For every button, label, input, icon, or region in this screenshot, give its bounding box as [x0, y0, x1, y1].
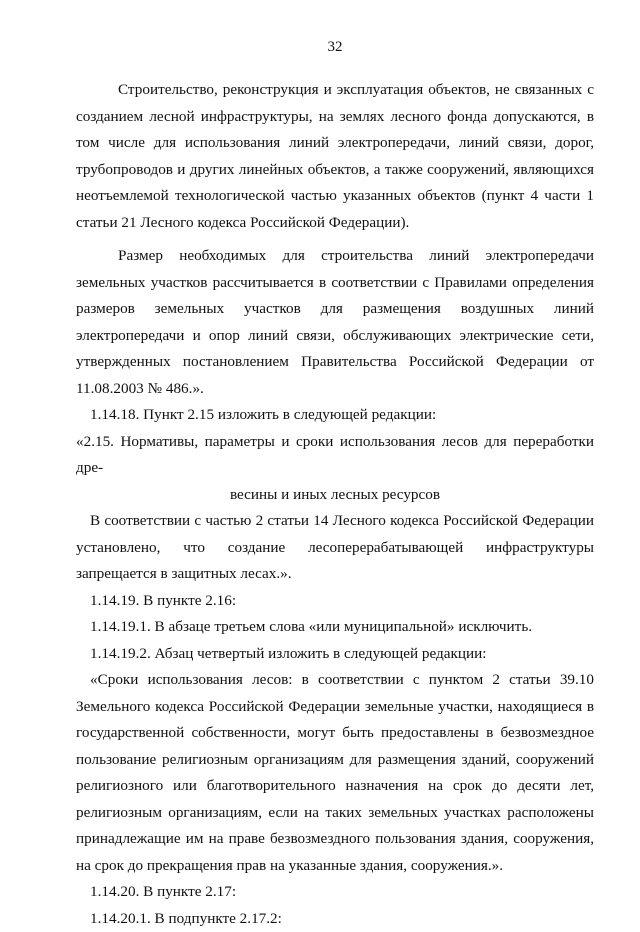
paragraph-item-1-14-20-1: 1.14.20.1. В подпункте 2.17.2:	[76, 906, 594, 932]
paragraph-item-1-14-19: 1.14.19. В пункте 2.16:	[76, 588, 594, 615]
paragraph-land-size: Размер необходимых для строительства линий электропередачи земельных участков рассчитывается в соответствии с Правилами определения размеров земельных участков для размещения воздушных линий электропередачи и опор линий связи, обслуживающих электрические сети, утвержденных постановлением Правительства Российской Федерации от 11.08.2003 № 486.».	[76, 243, 594, 402]
page-number: 32	[76, 38, 594, 56]
paragraph-item-1-14-18: 1.14.18. Пункт 2.15 изложить в следующей редакции:	[76, 402, 594, 429]
paragraph-protective-forests: В соответствии с частью 2 статьи 14 Лесного кодекса Российской Федерации установлено, что создание лесоперерабатывающей инфраструктуры запрещается в защитных лесах.».	[76, 508, 594, 588]
paragraph-item-1-14-19-1: 1.14.19.1. В абзаце третьем слова «или муниципальной» исключить.	[76, 614, 594, 641]
paragraph-usage-terms: «Сроки использования лесов: в соответствии с пунктом 2 статьи 39.10 Земельного кодекса Российской Федерации земельные участки, находящиеся в государственной собственности, могут быть предоставлены в безвозмездное пользование религиозным организациям для размещения зданий, сооружений религиозного или благотворительного назначения на срок до десяти лет, религиозным организациям, если на таких земельных участках расположены принадлежащие им на праве безвозмездного пользования здания, сооружения, на срок до прекращения прав на указанные здания, сооружения.».	[76, 667, 594, 879]
paragraph-item-1-14-20: 1.14.20. В пункте 2.17:	[76, 879, 594, 906]
section-heading-line-2: весины и иных лесных ресурсов	[76, 482, 594, 509]
paragraph-item-1-14-19-2: 1.14.19.2. Абзац четвертый изложить в следующей редакции:	[76, 641, 594, 668]
section-heading-2-15	[76, 429, 594, 509]
section-heading-line-1: «2.15. Нормативы, параметры и сроки использования лесов для переработки дре-	[76, 429, 594, 482]
document-body	[76, 77, 594, 932]
paragraph-construction-objects: Строительство, реконструкция и эксплуатация объектов, не связанных с созданием лесной инфраструктуры, на землях лесного фонда допускаются, в том числе для использования линий электропередачи, линий связи, дорог, трубопроводов и других линейных объектов, а также сооружений, являющихся неотъемлемой технологической частью указанных объектов (пункт 4 части 1 статьи 21 Лесного кодекса Российской Федерации).	[76, 77, 594, 236]
